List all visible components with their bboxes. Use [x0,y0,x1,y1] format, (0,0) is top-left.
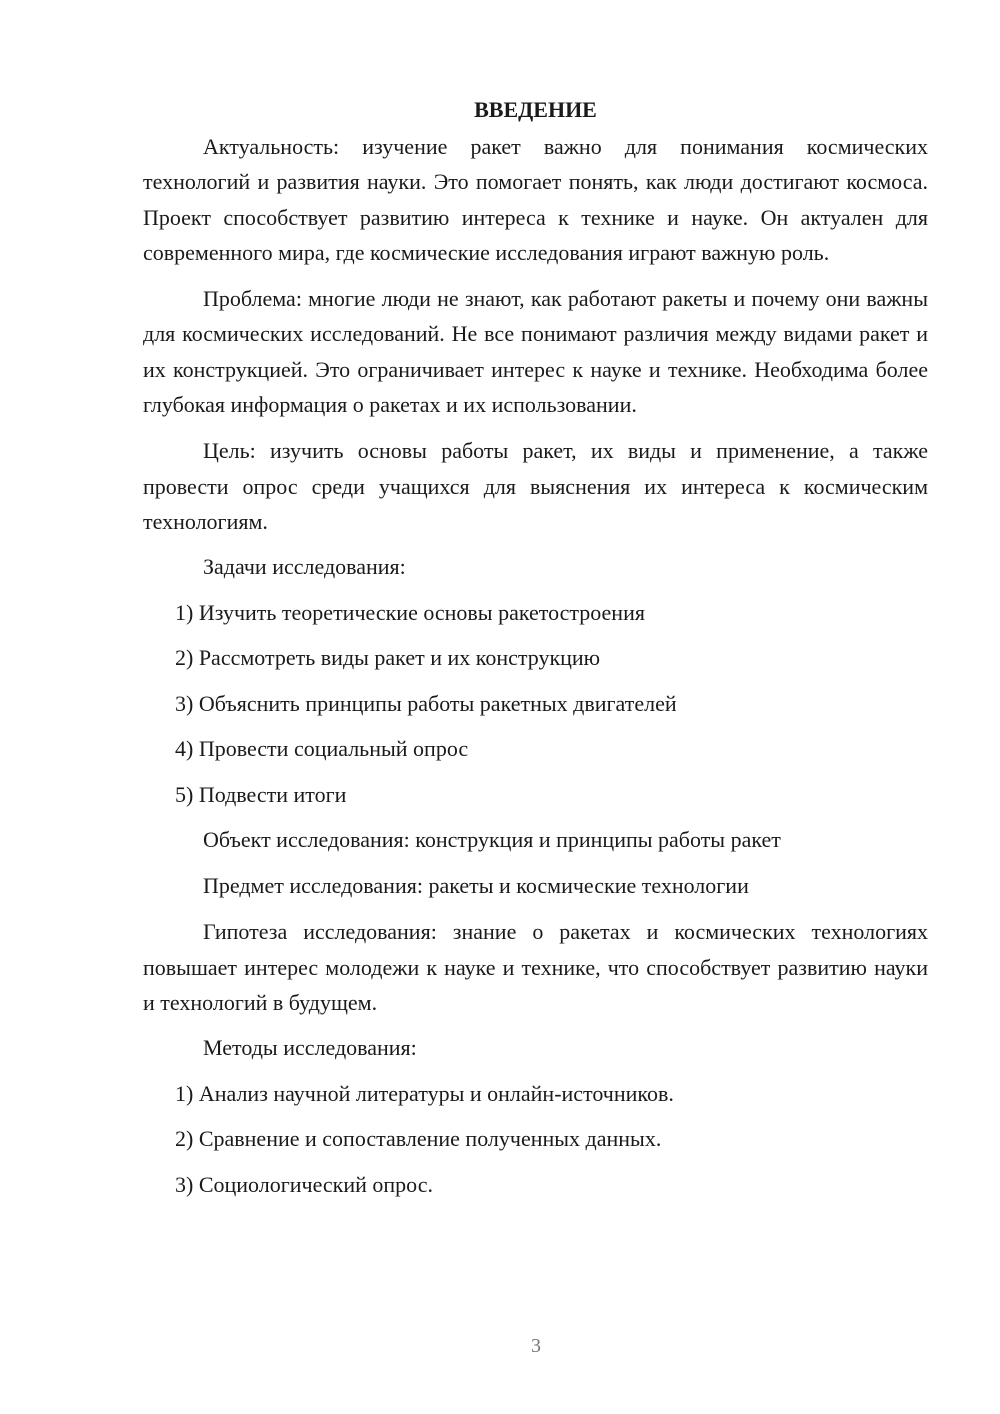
tasks-heading: Задачи исследования: [203,554,406,580]
list-item: 1) Анализ научной литературы и онлайн-источников. [175,1080,674,1106]
page-title: ВВЕДЕНИЕ [474,97,597,122]
list-item: 5) Подвести итоги [175,781,347,807]
hypothesis-paragraph: Гипотеза исследования: знание о ракетах и космических технологиях повышает интерес молодежи к науке и технике, что способствует развитию науки и технологий в будущем. [143,919,928,1015]
list-item: 3) Социологический опрос. [175,1171,433,1197]
list-item: 2) Рассмотреть виды ракет и их конструкцию [175,645,601,671]
goal-paragraph: Цель: изучить основы работы ракет, их виды и применение, а также провести опрос среди учащихся для выяснения их интереса к космическим технологиям. [143,438,928,534]
problem-paragraph: Проблема: многие люди не знают, как работают ракеты и почему они важны для космических исследований. Не все понимают различия между видами ракет и их конструкцией. Это ограничивает интерес к науке и технике. Необходима более глубокая информация о ракетах и их использовании. [143,286,928,418]
relevance-paragraph: Актуальность: изучение ракет важно для понимания космических технологий и развития науки. Это помогает понять, как люди достигают космоса. Проект способствует развитию интереса к технике и науке. Он актуален для современного мира, где космические исследования играют важную роль. [143,134,928,265]
research-subject: Предмет исследования: ракеты и космические технологии [203,872,749,898]
page-number: 3 [531,1335,541,1357]
methods-list [143,1077,928,1202]
list-item: 1) Изучить теоретические основы ракетостроения [175,599,645,625]
list-item: 3) Объяснить принципы работы ракетных двигателей [175,690,677,716]
methods-heading: Методы исследования: [203,1035,417,1061]
tasks-list [143,596,928,812]
document-content [143,93,928,1213]
list-item: 2) Сравнение и сопоставление полученных данных. [175,1126,662,1152]
research-object: Объект исследования: конструкция и принципы работы ракет [203,827,781,853]
list-item: 4) Провести социальный опрос [175,736,469,762]
